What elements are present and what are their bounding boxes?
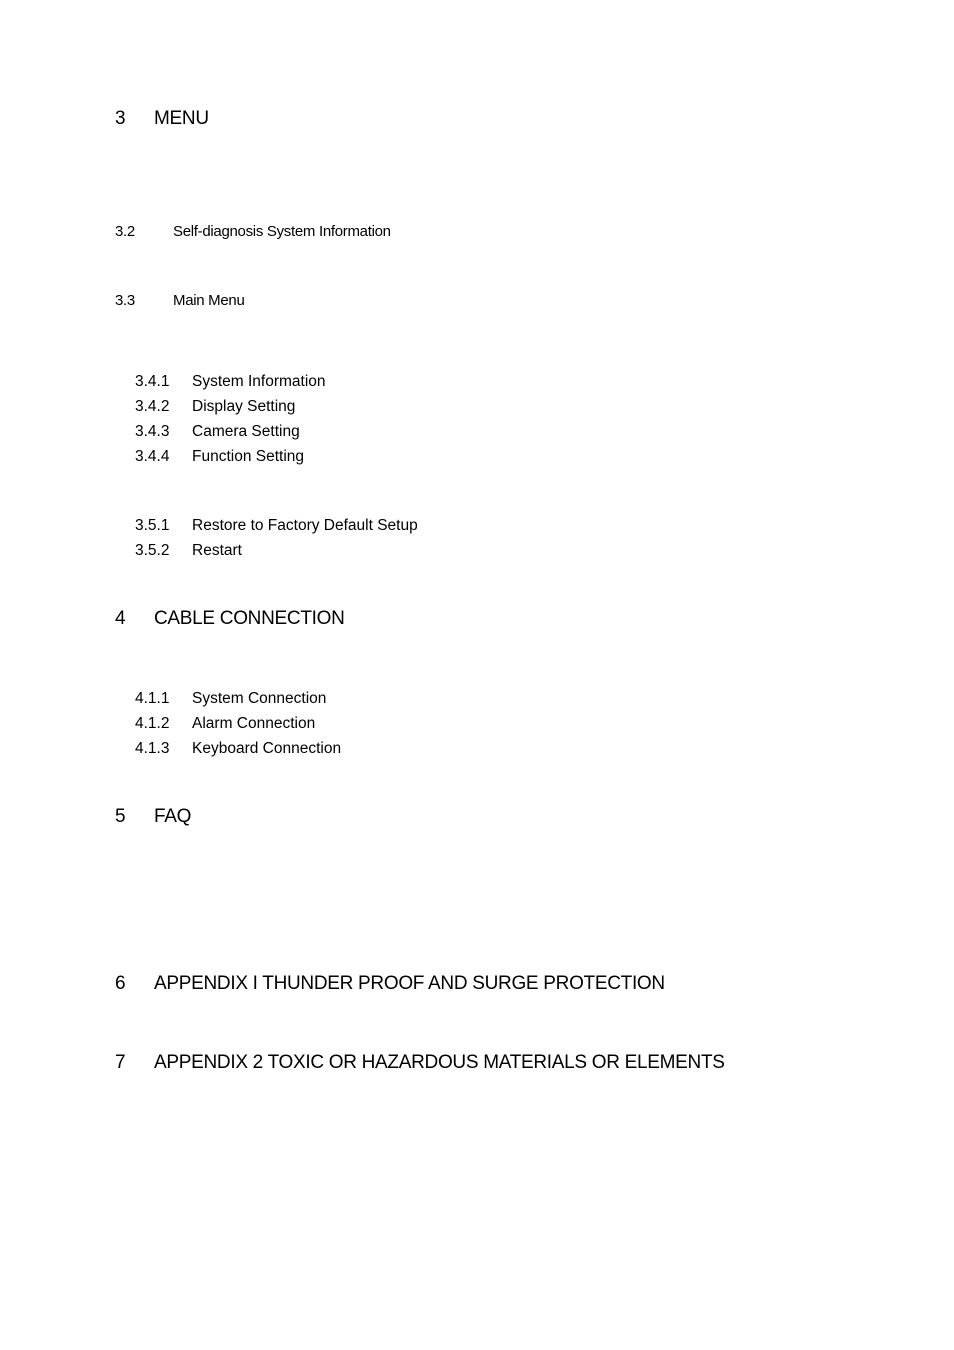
- section-title: Restart: [192, 542, 242, 559]
- section-number: 3.4.2: [135, 398, 170, 415]
- section-number: 4.1.3: [135, 740, 170, 757]
- section-title: Self-diagnosis System Information: [173, 223, 391, 240]
- section-number: 3.3: [115, 292, 135, 309]
- section-number: 3.4.4: [135, 448, 170, 465]
- section-title: Display Setting: [192, 398, 296, 415]
- section-number: 5: [115, 806, 126, 827]
- section-title: Restore to Factory Default Setup: [192, 517, 418, 534]
- section-title: Function Setting: [192, 448, 305, 465]
- section-number: 3.4.3: [135, 423, 170, 440]
- section-title: System Information: [192, 373, 326, 390]
- section-title: FAQ: [154, 806, 192, 827]
- section-number: 3: [115, 108, 126, 129]
- section-title: System Connection: [192, 690, 327, 707]
- section-number: 3.5.2: [135, 542, 170, 559]
- section-number: 6: [115, 973, 126, 994]
- section-title: APPENDIX I THUNDER PROOF AND SURGE PROTECTION: [154, 973, 665, 994]
- section-title: MENU: [154, 108, 209, 129]
- section-number: 7: [115, 1052, 126, 1073]
- section-title: Keyboard Connection: [192, 740, 342, 757]
- section-number: 4.1.2: [135, 715, 170, 732]
- section-title: Camera Setting: [192, 423, 300, 440]
- section-title: APPENDIX 2 TOXIC OR HAZARDOUS MATERIALS OR ELEMENTS: [154, 1052, 725, 1073]
- section-number: 4.1.1: [135, 690, 170, 707]
- section-number: 3.4.1: [135, 373, 170, 390]
- section-title: Main Menu: [173, 292, 245, 309]
- section-number: 3.5.1: [135, 517, 170, 534]
- section-title: CABLE CONNECTION: [154, 608, 345, 629]
- section-title: Alarm Connection: [192, 715, 316, 732]
- section-number: 3.2: [115, 223, 135, 240]
- section-number: 4: [115, 608, 126, 629]
